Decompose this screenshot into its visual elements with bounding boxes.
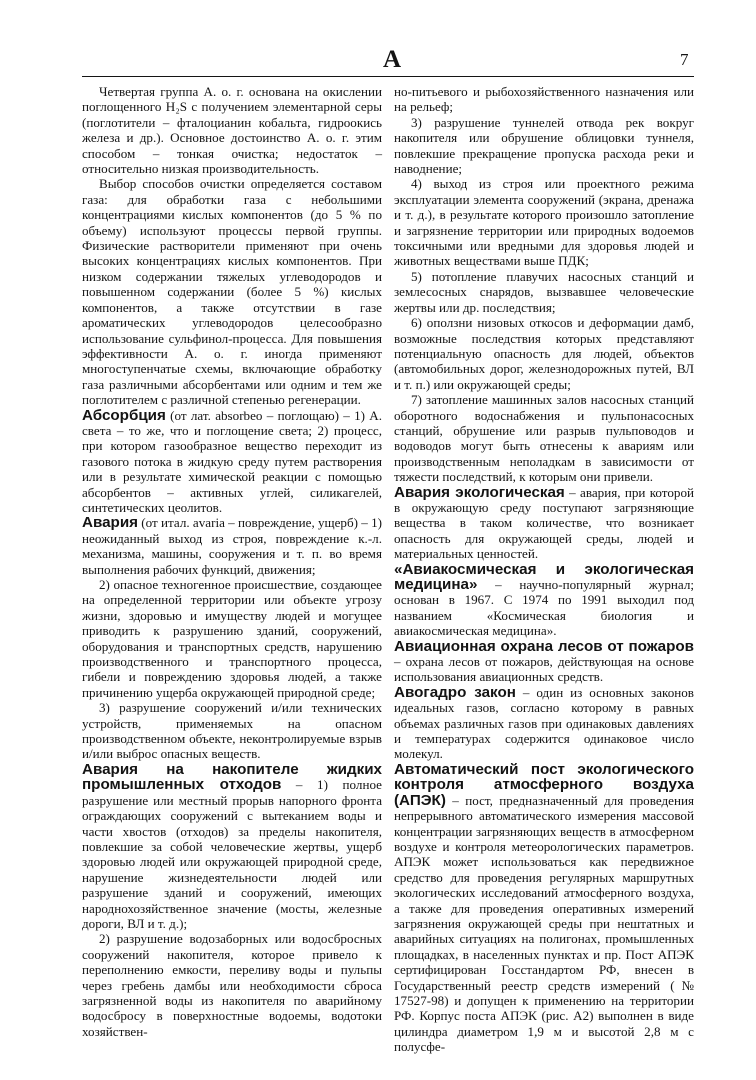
- entry-headword: Автоматический пост экологического контроля атмосферного воздуха (АПЭК): [394, 760, 694, 809]
- entry-text: 2) разрушение водозаборных или водосбросных сооружений накопителя, которое привело к переполнению емкости, переливу воды и пульпы через гребень дамбы или необходимости сброса загрязненной воды из накопителя по аварийному водосбросу в поверхностные водоемы, водотоки хозяйствен-: [82, 931, 382, 1039]
- entry-text: – научно-популярный журнал; основан в 1967. С 1974 по 1991 выходил под названием «Космическая биология и авиакосмическая медицина».: [394, 577, 694, 639]
- body-paragraph: [394, 392, 694, 484]
- dictionary-entry: [82, 408, 382, 516]
- entry-text: 2) опасное техногенное происшествие, создающее на определенной территории или объекте угрозу жизни, здоровью и имуществу людей и могущее приводить к разрушению зданий, сооружений, оборудования и транспортных средств, нарушению производственного и транспортного процесса, гибели и повреждению здоровья людей, а также причинению ущерба окружающей природной среде;: [82, 577, 382, 700]
- entry-headword: Абсорбция: [82, 406, 166, 424]
- entry-headword: Авария экологическая: [394, 483, 565, 501]
- page-number: 7: [680, 50, 689, 69]
- dictionary-entry: [394, 685, 694, 762]
- entry-text: – один из основных законов идеальных газов, согласно которому в равных объемах различных газов при одинаковых давлениях и температурах содержится одинаковое число молекул.: [394, 684, 694, 762]
- body-paragraph: [394, 269, 694, 315]
- running-head-letter: А: [383, 46, 402, 73]
- dictionary-entry: [394, 639, 694, 685]
- entry-text: – 1) полное разрушение или местный прорыв напорного фронта ограждающих сооружений с вытеканием воды и части хвостов (отходов) за пределы накопителя, повлекшие за собой человеческие жертвы, ущерб здоровью людей или окружающей природной среде, нарушение жизнедеятельности людей или разрушение зданий и сооружений, имеющих народнохозяйственное значение (мосты, железные дороги, ВЛ и т. д.);: [82, 777, 382, 931]
- entry-text: 5) потопление плавучих насосных станций и землесосных снарядов, вызвавшее человеческие жертвы или др. последствия;: [394, 268, 694, 315]
- entry-text: 3) разрушение сооружений и/или технических устройств, применяемых на опасном производственном объекте, неконтролируемые взрыв и/или выброс опасных веществ.: [82, 700, 382, 762]
- entry-text: 3) разрушение туннелей отвода рек вокруг накопителя или обрушение облицовки туннеля, повлекшие прекращение пропуска расхода реки и наводнение;: [394, 114, 694, 177]
- entry-text: но-питьевого и рыбохозяйственного назначения или на рельеф;: [394, 84, 694, 115]
- entry-text: 4) выход из строя или проектного режима эксплуатации элемента сооружений (экрана, дренажа и т. д.), в результате которого произошло затопление и загрязнение территории или природных водоемов токсичными или вредными для здоровья людей и животных веществами выше ПДК;: [394, 176, 694, 269]
- header-rule: [82, 76, 694, 77]
- entry-headword: Авиационная охрана лесов от пожаров: [394, 637, 694, 655]
- body-paragraph: [394, 176, 694, 268]
- entry-text: (от итал. avaria – повреждение, ущерб) – 1) неожиданный выход из строя, повреждение к.-л. механизма, машины, сооружения и т. п. во время выполнения рабочих функций, движения;: [82, 515, 383, 577]
- dictionary-entry: [394, 562, 694, 639]
- entry-text: (от лат. absorbeo – поглощаю) – 1) А. света – то же, что и поглощение света; 2) процесс, при котором газообразное вещество переходит из газового потока в жидкую среду путем растворения или в результате химической реакции с помощью абсорбентов – активных углей, силикагелей, синтетических цеолитов.: [82, 407, 382, 515]
- entry-headword: Авария на накопителе жидких промышленных отходов: [82, 760, 382, 794]
- entry-text: – охрана лесов от пожаров, действующая на основе использования авиационных средств.: [394, 654, 694, 685]
- entry-text: 7) затопление машинных залов насосных станций оборотного водоснабжения и пульпонасосных станций, обрушение или разрыв пульповодов и водоводов могут быть отнесены к авариям или производственным неполадкам в зависимости от тяжести последствий, к которым они привели.: [394, 392, 694, 485]
- entry-text: Выбор способов очистки определяется составом газа: для обработки газа с небольшими концентрациями кислых компонентов (до 5 % по объему) используют процессы первой группы. Физические растворители применяют при очень высоких концентрациях кислых компонентов. При низком содержании тяжелых углеводородов и повышенном содержании (более 5 %) кислых компонентов, а также отсутствии в газе ароматических углеводородов целесообразно использование сульфинол-процесса. Для повышения эффективности А. о. г. иногда применяют многоступенчатые схемы, включающие обработку газа различными абсорбентами или одним и тем же поглотителем с различной степенью регенерации.: [82, 176, 382, 408]
- dictionary-entry: [82, 762, 382, 931]
- body-paragraph: [82, 176, 382, 407]
- entry-text: – авария, при которой в окружающую среду поступают загрязняющие вещества в таком количестве, что возникает опасность для окружающей среды, людей и материальных ценностей.: [394, 484, 695, 562]
- body-paragraph: [82, 84, 382, 176]
- entry-headword: Авогадро закон: [394, 683, 516, 701]
- entry-text: 6) оползни низовых откосов и деформации дамб, возможные последствия которых представляют потенциальную опасность для людей, объектов (автомобильных дорог, железнодорожных путей, ВЛ и т. п.) или окружающей среды;: [394, 315, 694, 392]
- left-column: [82, 84, 382, 1039]
- body-paragraph: [394, 84, 694, 115]
- body-paragraph: [82, 931, 382, 1039]
- dictionary-entry: [82, 515, 382, 577]
- body-paragraph: [394, 315, 694, 392]
- body-paragraph: [394, 115, 694, 177]
- right-column: [394, 84, 694, 1055]
- body-paragraph: [82, 700, 382, 762]
- entry-text: Четвертая группа А. о. г. основана на окислении поглощенного H₂S с получением элементарной серы (поглотители – фталоцианин кобальта, гидроокись железа и др.). Основное достоинство А. о. г. этим способом – тонкая очистка; недостаток – относительно низкая производительность.: [82, 84, 382, 177]
- body-paragraph: [82, 577, 382, 700]
- entry-headword: Авария: [82, 514, 139, 532]
- dictionary-entry: [394, 485, 694, 562]
- dictionary-entry: [394, 762, 694, 1055]
- entry-text: – пост, предназначенный для проведения непрерывного автоматического измерения массовой концентрации загрязняющих веществ в атмосферном воздухе и контроля метеорологических параметров. АПЭК может использоваться как передвижное средство для проведения регулярных маршрутных экологических исследований атмосферного воздуха, а также для проведения оперативных измерений загрязнения окружающей среды при нештатных и аварийных ситуациях на полигонах, промышленных площадках, в населенных пунктах и пр. Пост АПЭК сертифицирован Госстандартом РФ, внесен в Государственный реестр средств измерений (№ 17527-98) и допущен к применению на территории РФ. Корпус поста АПЭК (рис. А2) выполнен в виде цилиндра диаметром 1,9 м и высотой 2,8 м с полусфе-: [394, 792, 694, 1055]
- entry-headword: «Авиакосмическая и экологическая медицина»: [394, 560, 694, 593]
